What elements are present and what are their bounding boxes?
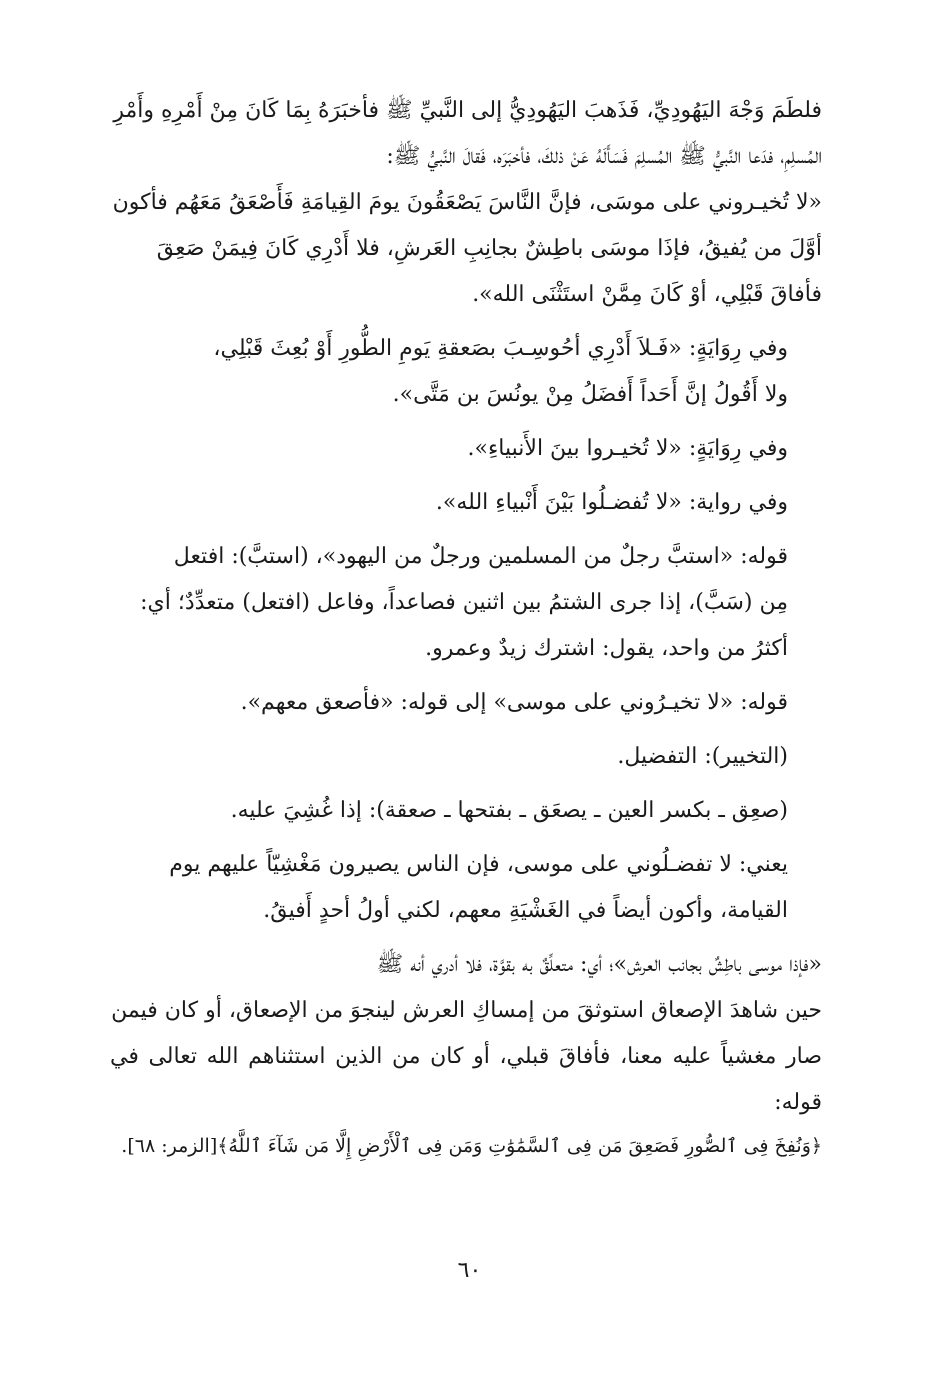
quran-verse: ﴿وَنُفِخَ فِى ٱلصُّورِ فَصَعِقَ مَن فِى ٱلسَّمَٰوَٰتِ وَمَن فِى ٱلْأَرْضِ إِلَّا مَن شَآءَ ٱللَّهُ﴾[الزمر: ٦٨]. [121, 1135, 822, 1157]
text-line: قوله: «لا تخيـرُوني على موسى» إلى قوله: «فأصعق معهم». [240, 690, 788, 715]
text-line: وفي رِوَايَةٍ: «فَـلاَ أَدْرِي أحُوسِـبَ بصَعقةِ يَومِ الطُّورِ أَوْ بُعِثَ قَبْلِي، [213, 336, 788, 361]
text-line: المُسلِمِ، فدَعا النَّبيُّ ﷺ المُسلِمَ فَسَأَلَهُ عَنْ ذلكَ، فأخبَرَه، فَقالَ النَّبيُّ ﷺ: [386, 144, 822, 169]
paragraph-la-tukhayyiruni [110, 680, 822, 726]
paragraph-riwaya-2 [110, 426, 822, 472]
text-line: وفي رواية: «لا تُفضـلُوا بَيْنَ أَنْبياءِ الله». [435, 490, 788, 515]
paragraph-batish [110, 942, 822, 1166]
text-line: وفي رِوَايَةٍ: «لا تُخيـروا بينَ الأَنبياءِ». [467, 436, 788, 461]
text-line: ولا أَقُولُ إنَّ أَحَداً أَفضَلُ مِنْ يونُسَ بن مَتَّى». [392, 382, 788, 407]
text-line: يعني: لا تفضـلُوني على موسى، فإن الناس يصيرون مَغْشِيّاً عليهم يوم [169, 852, 788, 877]
text-line: (التخيير): التفضيل. [617, 744, 788, 769]
text-line: القيامة، وأكون أيضاً في الغَشْيَةِ معهم، لكني أولُ أحدٍ أَفيقُ. [263, 898, 788, 923]
text-line: مِن (سَبَّ)، إذا جرى الشتمُ بين اثنين فصاعداً، وفاعل (افتعل) متعدِّدٌ؛ أي: [140, 590, 788, 615]
page-number: ٦٠ [457, 1258, 482, 1283]
paragraph-hadith [110, 88, 822, 318]
paragraph-yani [110, 842, 822, 934]
text-line: فأفاقَ قَبْلِي، أوْ كَانَ مِمَّنْ استَثْنَى الله». [472, 282, 822, 307]
text-line: صار مغشياً عليه معنا، فأفاقَ قبلي، أو كان من الذين استثناهم الله تعالى في قوله: [110, 1044, 822, 1115]
text-line: حين شاهدَ الإصعاق استوثقَ من إمساكِ العرش لينجوَ من الإصعاق، أو كان فيمن [111, 998, 822, 1023]
page-body [110, 88, 822, 1174]
text-line: «لا تُخيـروني على موسَى، فإنَّ النَّاسَ يَصْعَقُونَ يومَ القِيامَةِ فَأَصْعَقُ مَعَهُم فأكون [112, 190, 822, 215]
paragraph-riwaya-1 [110, 326, 822, 418]
paragraph-takhyir [110, 734, 822, 780]
text-line: (صعِق ـ بكسر العين ـ يصعَق ـ بفتحها ـ صعقة): إذا غُشِيَ عليه. [230, 798, 788, 823]
text-line: فلطَمَ وَجْهَ اليَهُودِيِّ، فَذَهبَ اليَهُودِيُّ إلى النَّبيِّ ﷺ فأخبَرَهُ بِمَا كَانَ مِنْ أَمْرِهِ وأَمْرِ [113, 98, 822, 123]
text-line: أكثرُ من واحد، يقول: اشترك زيدٌ وعمرو. [425, 636, 788, 661]
paragraph-riwaya-3 [110, 480, 822, 526]
text-line: أوَّلَ من يُفيقُ، فإذَا موسَى باطِشٌ بجانِبِ العَرشِ، فلا أَدْرِي كَانَ فِيمَنْ صَعِقَ [156, 236, 822, 261]
paragraph-saiqa [110, 788, 822, 834]
text-line: «فإذا موسى باطِشٌ بجانب العرش»؛ أي: متعلِّقٌ به بقوَّة، فلا أدري أنه ﷺ [376, 952, 822, 977]
paragraph-istabba [110, 534, 822, 672]
text-line: قوله: «استبَّ رجلٌ من المسلمين ورجلٌ من اليهود»، (استبَّ): افتعل [173, 544, 788, 569]
